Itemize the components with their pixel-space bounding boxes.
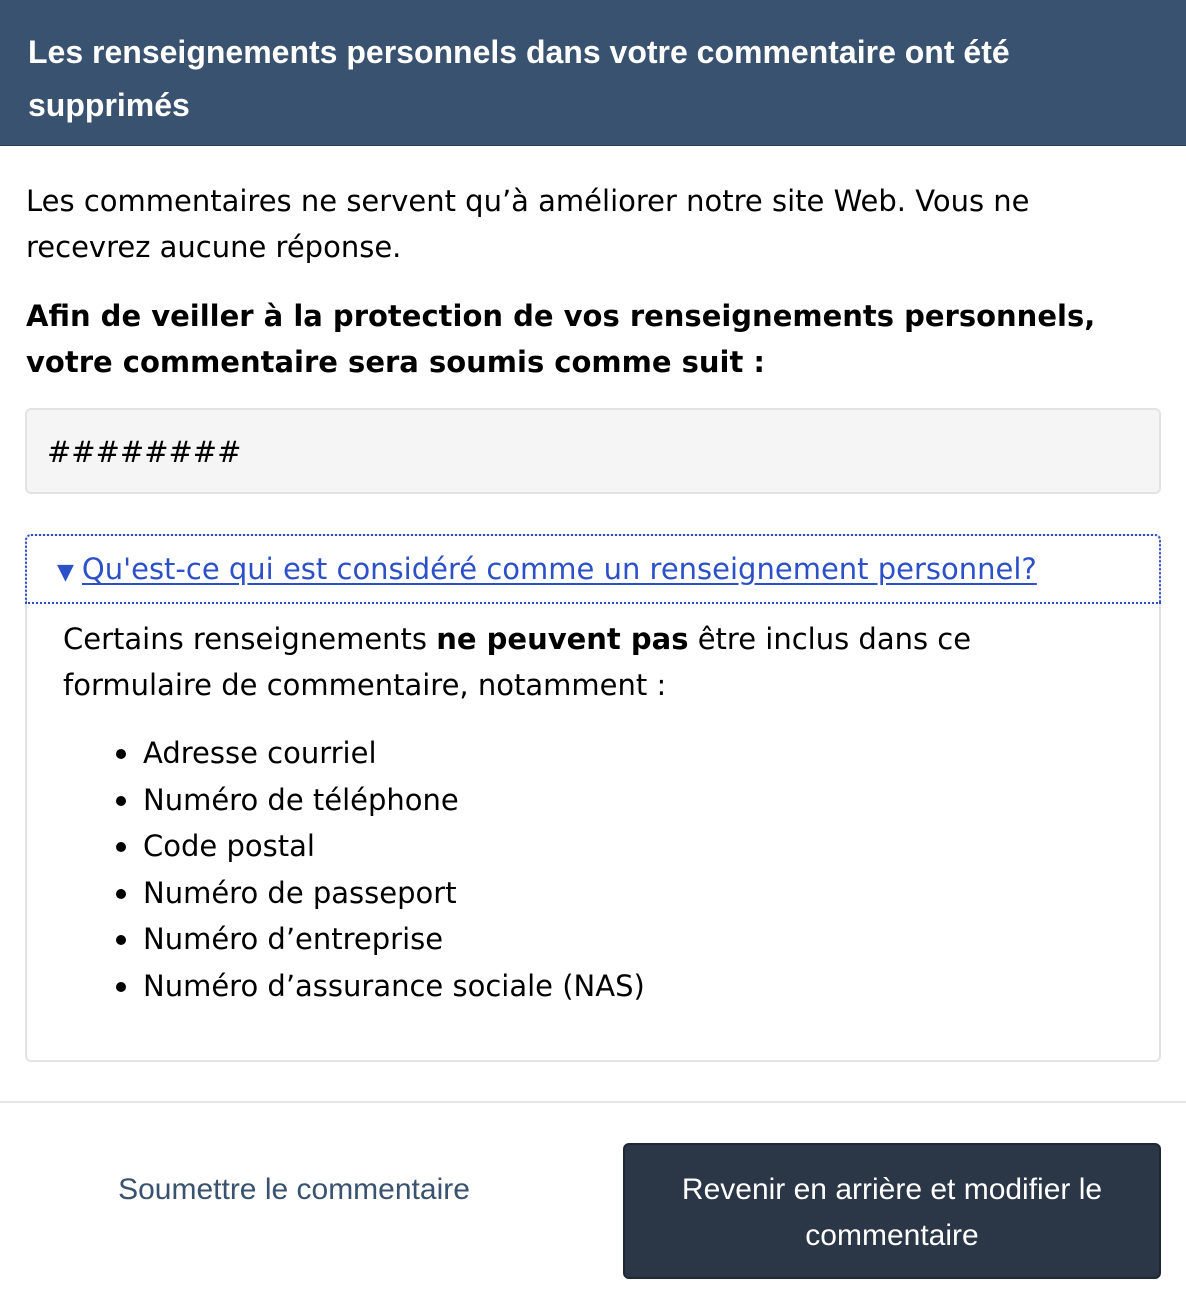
list-item: Numéro d’entreprise: [143, 916, 1123, 963]
pii-intro-start: Certains renseignements: [63, 622, 437, 656]
privacy-notice: Afin de veiller à la protection de vos renseignements personnels, votre commentaire sera soumis comme suit :: [26, 299, 1096, 379]
back-edit-button[interactable]: Revenir en arrière et modifier le commentaire: [623, 1143, 1161, 1279]
pii-details-toggle[interactable]: [25, 534, 1161, 604]
list-item: Numéro de passeport: [143, 870, 1123, 917]
submit-comment-button[interactable]: Soumettre le commentaire: [26, 1144, 562, 1236]
list-item: Numéro d’assurance sociale (NAS): [143, 963, 1123, 1010]
pii-details-intro: [63, 616, 1123, 708]
pii-intro-emphasis: ne peuvent pas: [436, 622, 689, 656]
intro-text: Les commentaires ne servent qu’à améliorer notre site Web. Vous ne recevrez aucune réponse.: [26, 184, 1030, 264]
pii-details-content: [27, 616, 1159, 1009]
list-item: Adresse courriel: [143, 730, 1123, 777]
pii-intro-end: être inclus dans ce formulaire de commentaire, notamment :: [63, 622, 972, 702]
caret-down-icon: ▼: [57, 560, 74, 585]
modal-title: Les renseignements personnels dans votre commentaire ont été supprimés: [28, 34, 1010, 123]
pii-details-summary: Qu'est-ce qui est considéré comme un renseignement personnel?: [81, 552, 1037, 586]
sanitized-comment: ########: [25, 408, 1161, 494]
pii-list: [63, 730, 1123, 1009]
footer-divider: [0, 1101, 1186, 1103]
pii-details: [25, 534, 1161, 1062]
list-item: Numéro de téléphone: [143, 777, 1123, 824]
list-item: Code postal: [143, 823, 1123, 870]
